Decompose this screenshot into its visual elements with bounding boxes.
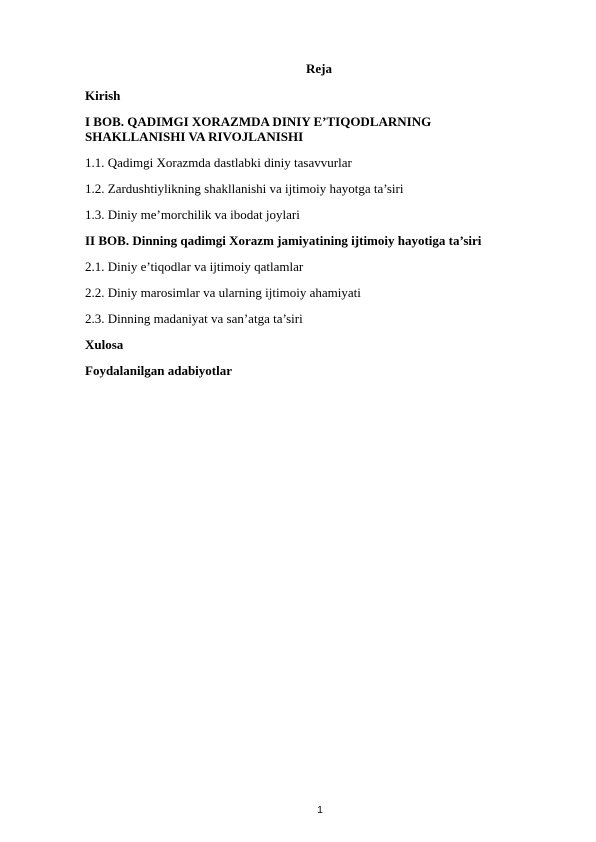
page-number: 1 <box>317 805 323 816</box>
table-of-contents <box>85 88 525 389</box>
toc-entry-kirish: Kirish <box>85 88 121 103</box>
toc-entry-section-2-2: 2.2. Diniy marosimlar va ularning ijtimoiy ahamiyati <box>85 285 361 300</box>
toc-entry-section-1-2: 1.2. Zardushtiylikning shakllanishi va ijtimoiy hayotga ta’siri <box>85 181 404 196</box>
toc-entry-chapter-2: II BOB. Dinning qadimgi Xorazm jamiyatining ijtimoiy hayotiga ta’siri <box>85 233 482 248</box>
toc-entry-xulosa: Xulosa <box>85 337 124 352</box>
page-title: Reja <box>306 61 332 76</box>
toc-entry-chapter-1: I BOB. QADIMGI XORAZMDA DINIY E’TIQODLARNING SHAKLLANISHI VA RIVOJLANISHI <box>85 114 432 144</box>
toc-entry-section-2-1: 2.1. Diniy e’tiqodlar va ijtimoiy qatlamlar <box>85 259 304 274</box>
toc-entry-section-1-1: 1.1. Qadimgi Xorazmda dastlabki diniy tasavvurlar <box>85 155 352 170</box>
toc-entry-section-2-3: 2.3. Dinning madaniyat va san’atga ta’siri <box>85 311 303 326</box>
toc-entry-adabiyotlar: Foydalanilgan adabiyotlar <box>85 363 232 378</box>
toc-entry-section-1-3: 1.3. Diniy me’morchilik va ibodat joylari <box>85 207 300 222</box>
